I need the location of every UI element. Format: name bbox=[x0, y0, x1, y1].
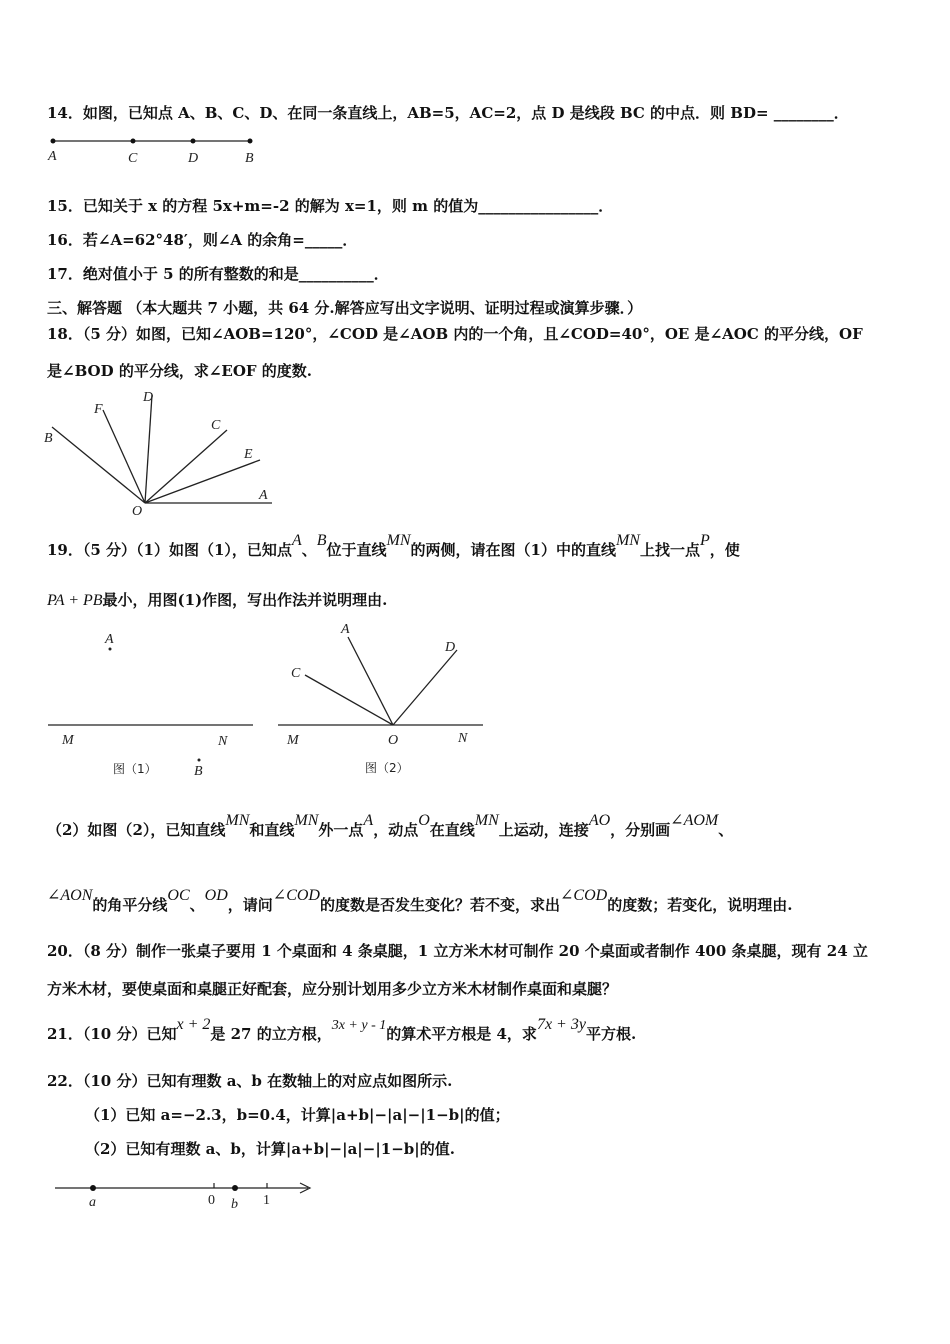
var-OC: OC bbox=[167, 887, 190, 904]
q21-text-b: 是 27 的立方根， bbox=[210, 1025, 332, 1043]
label-C: C bbox=[211, 418, 221, 433]
label-O: O bbox=[388, 733, 399, 748]
point-B bbox=[248, 139, 253, 144]
label-D: D bbox=[143, 390, 154, 405]
q15-text: 15．已知关于 x 的方程 5x+m=-2 的解为 x=1，则 m 的值为________________． bbox=[47, 197, 614, 215]
label-C: C bbox=[128, 151, 138, 166]
number-line bbox=[50, 1175, 320, 1215]
angle-COD-2: ∠COD bbox=[560, 887, 608, 904]
q19-text-p4b: ，请问 bbox=[227, 896, 273, 914]
label-D: D bbox=[188, 151, 199, 166]
q19-sep-2: 、 bbox=[189, 896, 205, 914]
expr-7x-3y: 7x + 3y bbox=[536, 1016, 586, 1033]
angle-AOM: ∠AOM bbox=[670, 812, 719, 829]
q19-line2 bbox=[47, 590, 910, 611]
q19-text-p4c: 的度数是否发生变化？若不变，求出 bbox=[319, 896, 560, 914]
label-D: D bbox=[445, 640, 456, 655]
q19-text-p3c: 外一点 bbox=[318, 821, 364, 839]
q19-line1 bbox=[47, 532, 910, 561]
label-C: C bbox=[291, 666, 301, 681]
q19-line4 bbox=[47, 887, 910, 916]
label-N: N bbox=[458, 731, 468, 746]
q19-text-p3b: 和直线 bbox=[249, 821, 295, 839]
var-A: A bbox=[291, 532, 302, 549]
q19-text-p3e: 在直线 bbox=[429, 821, 475, 839]
label-O: O bbox=[132, 504, 143, 519]
q19-text-e: ，使 bbox=[709, 541, 740, 559]
q19-line3 bbox=[47, 812, 910, 841]
q17-text: 17．绝对值小于 5 的所有整数的和是__________． bbox=[47, 265, 389, 283]
q22-line1: 22．（10 分）已知有理数 a、b 在数轴上的对应点如图所示. bbox=[47, 1072, 453, 1090]
var-MN-5: MN bbox=[474, 812, 499, 829]
label-N: N bbox=[218, 734, 228, 749]
q19-text-d: 上找一点 bbox=[639, 541, 700, 559]
label-A: A bbox=[105, 632, 114, 647]
var-MN: MN bbox=[386, 532, 411, 549]
q19-text-p4a: 的角平分线 bbox=[92, 896, 168, 914]
label-0: 0 bbox=[208, 1193, 215, 1208]
label-M: M bbox=[62, 733, 74, 748]
label-B: B bbox=[245, 151, 254, 166]
var-P: P bbox=[699, 532, 710, 549]
q14-figure bbox=[45, 133, 265, 168]
point-a bbox=[90, 1185, 96, 1191]
label-F: F bbox=[94, 402, 103, 417]
q21-text-c: 的算术平方根是 4，求 bbox=[386, 1025, 537, 1043]
q19-text-p3h: 、 bbox=[718, 821, 734, 839]
var-O: O bbox=[418, 812, 430, 829]
q19-text-p3g: ，分别画 bbox=[610, 821, 671, 839]
var-AO: AO bbox=[588, 812, 611, 829]
label-B: B bbox=[194, 764, 203, 779]
point-D bbox=[191, 139, 196, 144]
q18-line2: 是∠BOD 的平分线，求∠EOF 的度数. bbox=[47, 362, 312, 380]
var-B: B bbox=[316, 532, 327, 549]
q19-text-p2: 最小，用图(1)作图，写出作法并说明理由. bbox=[102, 591, 388, 609]
q20-line1: 20．（8 分）制作一张桌子要用 1 个桌面和 4 条桌腿，1 立方米木材可制作 20 个桌面或者制作 400 条桌腿，现有 24 立 bbox=[47, 942, 868, 960]
q22-line3: （2）已知有理数 a、b，计算|a+b|−|a|−|1−b|的值. bbox=[85, 1140, 455, 1158]
angle-AON: ∠AON bbox=[47, 887, 93, 904]
fig1-caption: 图（1） bbox=[113, 762, 157, 776]
label-b: b bbox=[231, 1197, 238, 1212]
fig2-caption: 图（2） bbox=[365, 761, 409, 775]
q21-text bbox=[47, 1016, 910, 1046]
var-MN-3: MN bbox=[225, 812, 250, 829]
label-A: A bbox=[341, 622, 350, 637]
label-A: A bbox=[259, 488, 268, 503]
var-A-2: A bbox=[363, 812, 374, 829]
point-A bbox=[109, 648, 112, 651]
label-a: a bbox=[89, 1195, 96, 1210]
var-OD: OD bbox=[204, 887, 228, 904]
var-MN-4: MN bbox=[294, 812, 319, 829]
q21-text-d: 平方根. bbox=[585, 1025, 637, 1043]
q16-text: 16．若∠A=62°48′，则∠A 的余角=_____． bbox=[47, 231, 358, 249]
q21-text-a: 21．（10 分）已知 bbox=[47, 1025, 177, 1043]
q18-figure bbox=[40, 385, 280, 520]
label-1: 1 bbox=[263, 1193, 270, 1208]
expr-PA-PB: PA + PB bbox=[47, 592, 103, 609]
q20-line2: 方米木材，要使桌面和桌腿正好配套，应分别计划用多少立方米木材制作桌面和桌腿？ bbox=[47, 980, 618, 998]
q19-text-p3a: （2）如图（2），已知直线 bbox=[47, 821, 226, 839]
q19-figure-1 bbox=[45, 625, 260, 785]
var-MN-2: MN bbox=[615, 532, 640, 549]
label-A: A bbox=[48, 149, 57, 164]
q19-sep: 、 bbox=[301, 541, 317, 559]
q19-text-a: 19．（5 分）（1）如图（1），已知点 bbox=[47, 541, 292, 559]
point-C bbox=[131, 139, 136, 144]
expr-3x-y-1: 3x + y - 1 bbox=[331, 1018, 387, 1033]
q14-text: 14．如图，已知点 A、B、C、D、在同一条直线上，AB=5，AC=2，点 D 是线段 BC 的中点．则 BD= ________． bbox=[47, 104, 849, 122]
q19-text-p3d: ，动点 bbox=[373, 821, 419, 839]
label-M: M bbox=[287, 733, 299, 748]
section3-heading: 三、解答题 （本大题共 7 小题，共 64 分.解答应写出文字说明、证明过程或演算步骤．） bbox=[47, 299, 643, 317]
q18-line1: 18．（5 分）如图，已知∠AOB=120°，∠COD 是∠AOB 内的一个角，且∠COD=40°，OE 是∠AOC 的平分线，OF bbox=[47, 325, 863, 343]
q22-line2: （1）已知 a=−2.3，b=0.4，计算|a+b|−|a|−|1−b|的值； bbox=[85, 1106, 510, 1124]
label-B: B bbox=[44, 431, 53, 446]
q19-text-p4d: 的度数；若变化，说明理由. bbox=[607, 896, 793, 914]
label-E: E bbox=[244, 447, 253, 462]
q19-text-b: 位于直线 bbox=[326, 541, 387, 559]
q19-text-p3f: 上运动，连接 bbox=[498, 821, 589, 839]
point-B bbox=[198, 759, 201, 762]
point-b bbox=[232, 1185, 238, 1191]
q19-text-c: 的两侧，请在图（1）中的直线 bbox=[410, 541, 616, 559]
q19-figure-2 bbox=[275, 615, 490, 780]
expr-x-plus-2: x + 2 bbox=[176, 1016, 211, 1033]
point-A bbox=[51, 139, 56, 144]
angle-COD: ∠COD bbox=[272, 887, 320, 904]
